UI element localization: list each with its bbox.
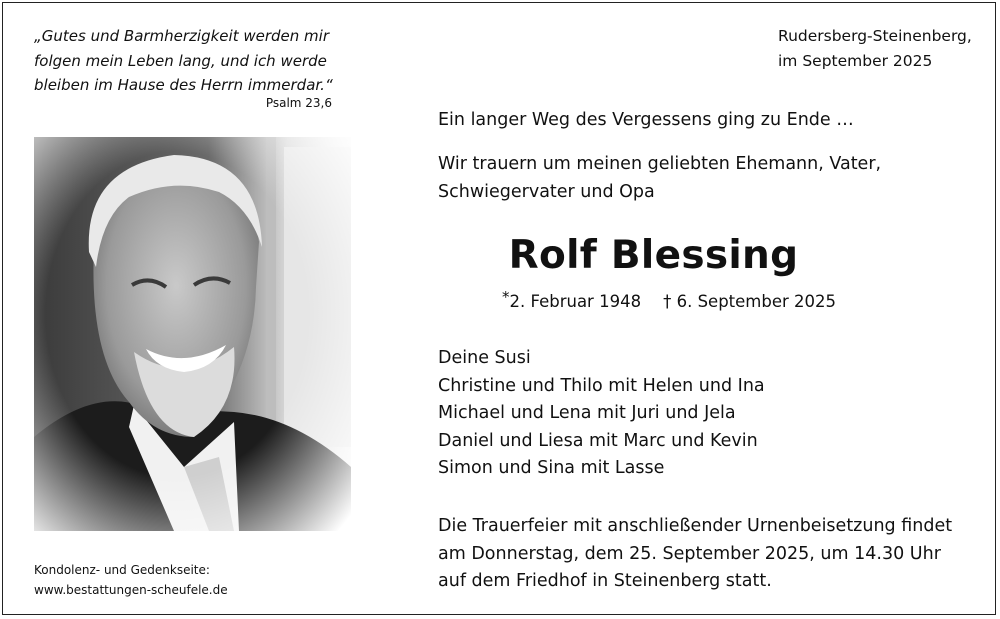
intro-line: Ein langer Weg des Vergessens ging zu Ende … (438, 110, 854, 130)
place-date (778, 24, 972, 73)
portrait-photo (34, 137, 351, 531)
family-member: Simon und Sina mit Lasse (438, 458, 665, 478)
service-line: Die Trauerfeier mit anschließender Urnenbeisetzung findet (438, 516, 953, 536)
quote-line: bleiben im Hause des Herrn immerdar.“ (34, 76, 333, 94)
family-member: Deine Susi (438, 348, 531, 368)
condolence-url[interactable]: www.bestattungen-scheufele.de (34, 583, 228, 597)
mourning-line: Schwiegervater und Opa (438, 181, 655, 202)
service-line: auf dem Friedhof in Steinenberg statt. (438, 571, 772, 591)
mourning-line: Wir trauern um meinen geliebten Ehemann, Vater, (438, 154, 882, 174)
date-line: im September 2025 (778, 51, 933, 70)
bible-quote (34, 24, 333, 98)
death-date: 6. September 2025 (676, 292, 837, 311)
death-symbol: † (663, 292, 672, 311)
place-line: Rudersberg-Steinenberg, (778, 27, 972, 45)
funeral-service-info (438, 513, 952, 596)
condolence-label: Kondolenz- und Gedenkseite: (34, 563, 210, 577)
family-member: Michael und Lena mit Juri und Jela (438, 403, 736, 423)
deceased-name: Rolf Blessing (508, 233, 799, 278)
mourning-text (438, 151, 881, 206)
birth-date: 2. Februar 1948 (509, 292, 642, 311)
condolence-info (34, 560, 228, 600)
quote-line: folgen mein Leben lang, und ich werde (34, 51, 327, 70)
family-list (438, 345, 765, 483)
born-symbol: * (502, 288, 510, 306)
life-dates (502, 288, 837, 311)
quote-source: Psalm 23,6 (265, 96, 332, 110)
intro-text (438, 107, 854, 135)
family-member: Daniel und Liesa mit Marc und Kevin (438, 430, 758, 451)
family-member: Christine und Thilo mit Helen und Ina (438, 375, 765, 396)
quote-line: „Gutes und Barmherzigkeit werden mir (34, 27, 329, 45)
service-line: am Donnerstag, dem 25. September 2025, um 14.30 Uhr (438, 543, 941, 564)
